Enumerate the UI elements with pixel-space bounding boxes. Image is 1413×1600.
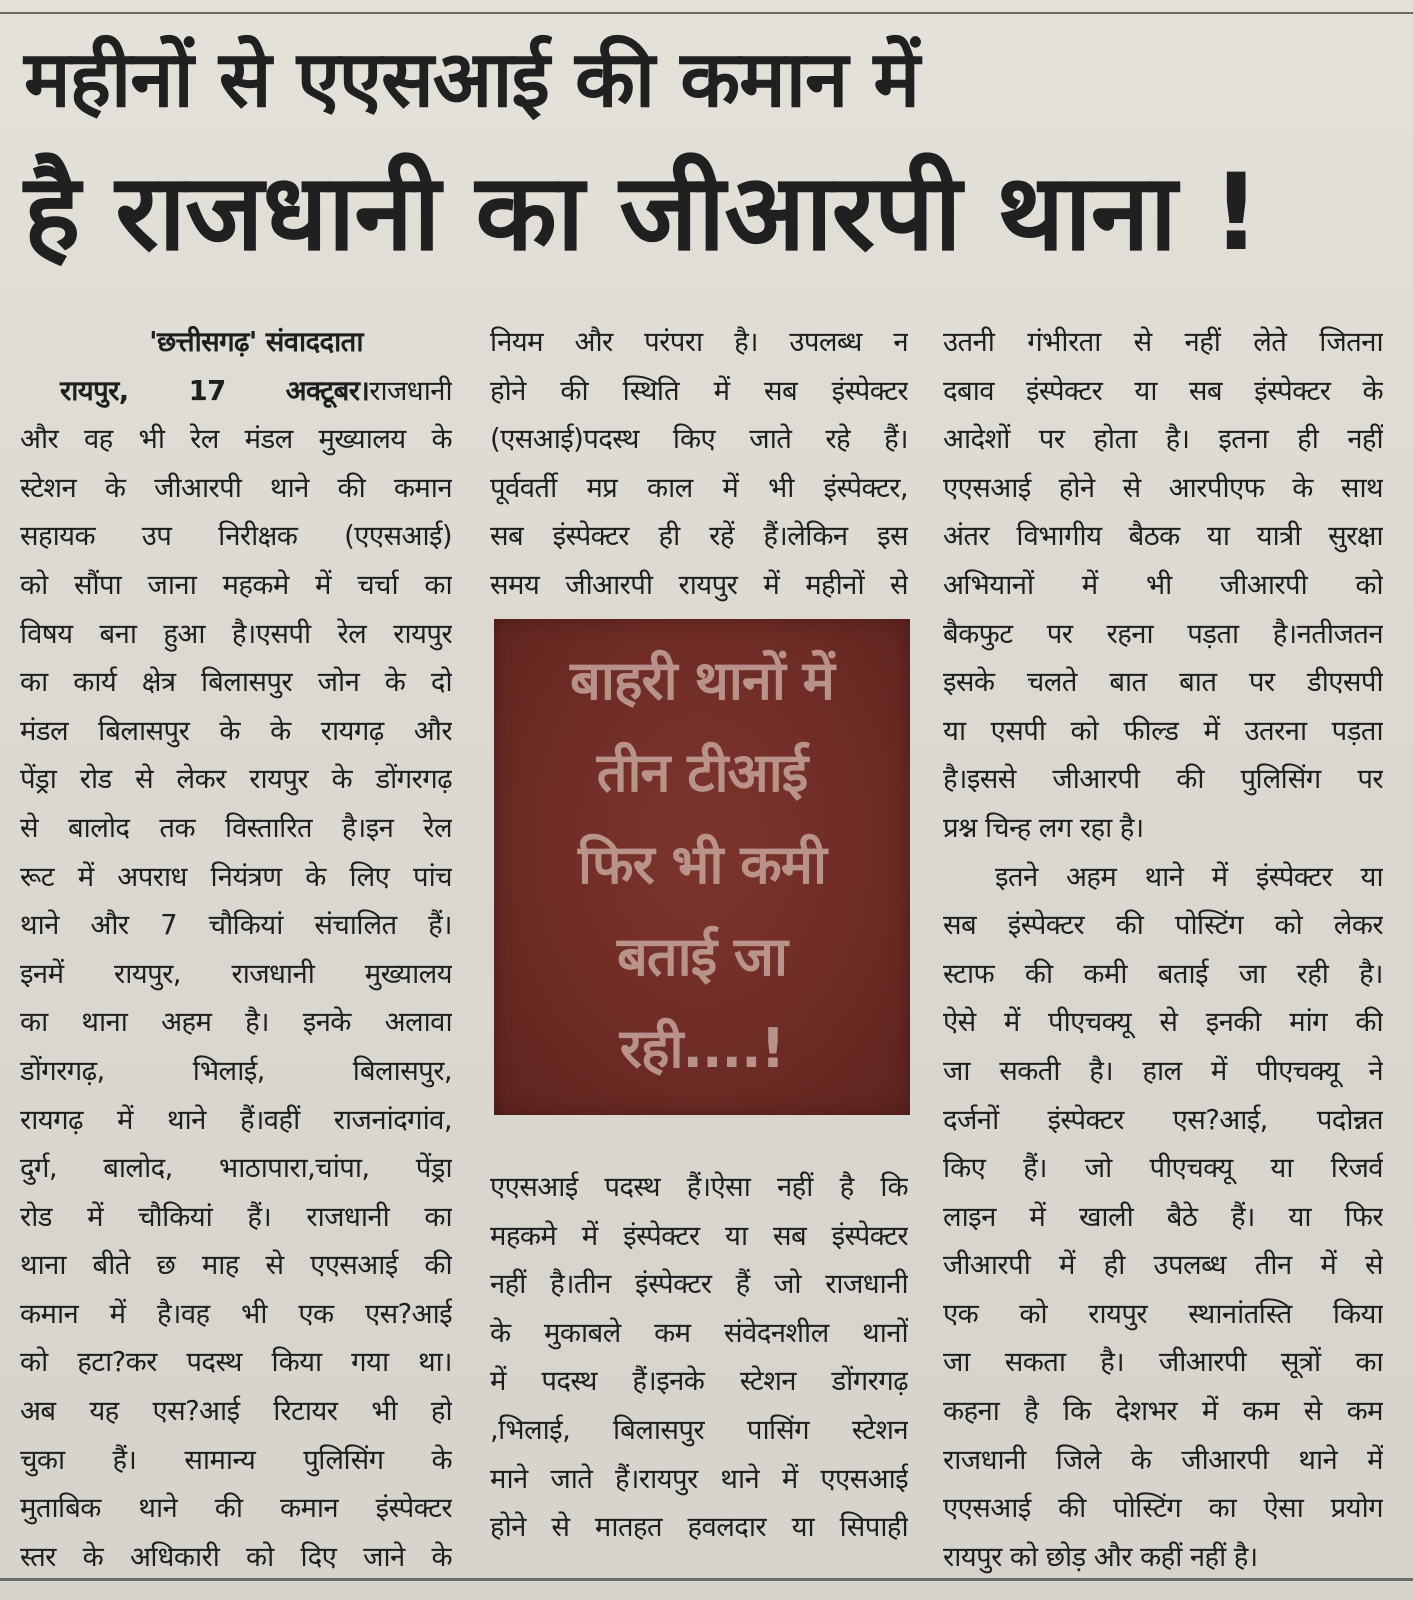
paragraph-line: माने जाते हैं।रायपुर थाने में एएसआई xyxy=(490,1462,908,1495)
paragraph-line: है।इससे जीआरपी की पुलिसिंग पर xyxy=(943,763,1383,796)
paragraph-line: राजधानी xyxy=(369,374,452,407)
pullquote-line: बताई जा xyxy=(617,925,787,988)
paragraph-line: दुर्ग, बालोद, भाठापारा,चांपा, पेंड्रा xyxy=(20,1152,452,1185)
paragraph-line: बैकफुट पर रहना पड़ता है।नतीजतन xyxy=(943,617,1383,650)
paragraph-line: महकमे में इंस्पेक्टर या सब इंस्पेक्टर xyxy=(490,1219,908,1252)
paragraph-line: विषय बना हुआ है।एसपी रेल रायपुर xyxy=(20,617,452,650)
paragraph-line: एएसआई पदस्थ हैं।ऐसा नहीं है कि xyxy=(490,1171,908,1203)
paragraph-line: इसके चलते बात बात पर डीएसपी xyxy=(943,666,1383,699)
paragraph-line: स्टेशन के जीआरपी थाने की कमान xyxy=(20,471,452,504)
dateline: रायपुर, 17 अक्टूबर। xyxy=(60,374,370,407)
pullquote-line: बाहरी थानों में xyxy=(570,649,834,712)
paragraph-line: पूर्ववर्ती मप्र काल में भी इंस्पेक्टर, xyxy=(490,471,908,504)
paragraph-line: एक को रायपुर स्थानांतस्ति किया xyxy=(943,1297,1383,1330)
paragraph-line: नहीं है।तीन इंस्पेक्टर हैं जो राजधानी xyxy=(490,1268,908,1301)
paragraph-line: से बालोद तक विस्तारित है।इन रेल xyxy=(20,811,452,844)
paragraph-line: में पदस्थ हैं।इनके स्टेशन डोंगरगढ़ xyxy=(490,1365,908,1398)
paragraph-line: रोड में चौकियां हैं। राजधानी का xyxy=(20,1200,452,1233)
article-column-3 xyxy=(943,318,1383,1581)
paragraph-line: रायगढ़ में थाने हैं।वहीं राजनांदगांव, xyxy=(20,1103,452,1136)
paragraph-line: मंडल बिलासपुर के के रायगढ़ और xyxy=(20,714,452,747)
article-column-2-top xyxy=(490,318,908,610)
paragraph-line: डोंगरगढ़, भिलाई, बिलासपुर, xyxy=(20,1054,452,1087)
paragraph-line: स्टाफ की कमी बताई जा रही है। xyxy=(943,957,1383,990)
paragraph-line: समय जीआरपी रायपुर में महीनों से xyxy=(490,568,908,601)
dateline-line xyxy=(20,367,452,416)
paragraph-line: रूट में अपराध नियंत्रण के लिए पांच xyxy=(20,860,452,893)
article-column-1 xyxy=(20,318,452,1581)
paragraph-line: दबाव इंस्पेक्टर या सब इंस्पेक्टर के xyxy=(943,374,1383,407)
paragraph-line: स्तर के अधिकारी को दिए जाने के xyxy=(20,1540,452,1573)
paragraph-line: (एसआई)पदस्थ किए जाते रहे हैं। xyxy=(490,423,908,456)
article-column-2-bottom xyxy=(490,1163,908,1552)
paragraph-line: थाने और 7 चौकियां संचालित हैं। xyxy=(20,909,452,942)
paragraph-line: किए हैं। जो पीएचक्यू या रिजर्व xyxy=(943,1152,1383,1185)
headline-line-2: है राजधानी का जीआरपी थाना ! xyxy=(24,151,1260,274)
paragraph-line: सब इंस्पेक्टर की पोस्टिंग को लेकर xyxy=(943,909,1383,942)
pullquote-box xyxy=(494,619,910,1115)
paragraph-line: थाना बीते छ माह से एएसआई की xyxy=(20,1249,452,1282)
paragraph-line: ऐसे में पीएचक्यू से इनकी मांग की xyxy=(943,1006,1383,1039)
paragraph-line: के मुकाबले कम संवेदनशील थानों xyxy=(490,1316,908,1349)
paragraph-line: आदेशों पर होता है। इतना ही नहीं xyxy=(943,423,1383,456)
paragraph-line: लाइन में खाली बैठे हैं। या फिर xyxy=(943,1200,1383,1233)
paragraph-line: मुताबिक थाने की कमान इंस्पेक्टर xyxy=(20,1492,452,1525)
paragraph-line: जा सकती है। हाल में पीएचक्यू ने xyxy=(943,1054,1383,1087)
paragraph-line: रायपुर को छोड़ और कहीं नहीं है। xyxy=(943,1540,1258,1573)
paragraph-line: का थाना अहम है। इनके अलावा xyxy=(20,1006,452,1039)
paragraph-line: ,भिलाई, बिलासपुर पासिंग स्टेशन xyxy=(490,1413,908,1446)
paragraph-line: एएसआई की पोस्टिंग का ऐसा प्रयोग xyxy=(943,1492,1383,1525)
paragraph-line: इतने अहम थाने में इंस्पेक्टर या xyxy=(995,860,1383,893)
paragraph-line: सहायक उप निरीक्षक (एएसआई) xyxy=(20,520,452,553)
paragraph-line: उतनी गंभीरता से नहीं लेते जितना xyxy=(943,326,1383,358)
paragraph-line: होने की स्थिति में सब इंस्पेक्टर xyxy=(490,374,908,407)
paragraph-line: और वह भी रेल मंडल मुख्यालय के xyxy=(20,423,452,456)
paragraph-line: अंतर विभागीय बैठक या यात्री सुरक्षा xyxy=(943,520,1383,553)
paragraph-line: जा सकता है। जीआरपी सूत्रों का xyxy=(943,1346,1383,1379)
pullquote-line: तीन टीआई xyxy=(596,741,808,804)
top-rule xyxy=(0,12,1413,14)
byline: 'छत्तीसगढ़' संवाददाता xyxy=(149,326,363,358)
paragraph-line: प्रश्न चिन्ह लग रहा है। xyxy=(943,811,1144,844)
paragraph-line: कमान में है।वह भी एक एस?आई xyxy=(20,1297,452,1330)
headline-line-1: महीनों से एएसआई की कमान में xyxy=(24,35,920,125)
paragraph-line: कहना है कि देशभर में कम से कम xyxy=(943,1395,1383,1428)
pullquote-line: फिर भी कमी xyxy=(577,833,826,896)
paragraph-line: अभियानों में भी जीआरपी को xyxy=(943,568,1383,601)
paragraph-line: या एसपी को फील्ड में उतरना पड़ता xyxy=(943,714,1383,747)
paragraph-line: नियम और परंपरा है। उपलब्ध न xyxy=(490,326,908,358)
paragraph-line: पेंड्रा रोड से लेकर रायपुर के डोंगरगढ़ xyxy=(20,763,452,796)
paragraph-line: होने से मातहत हवलदार या सिपाही xyxy=(490,1511,908,1544)
paragraph-line: सब इंस्पेक्टर ही रहें हैं।लेकिन इस xyxy=(490,520,908,553)
paragraph-line: अब यह एस?आई रिटायर भी हो xyxy=(20,1395,452,1428)
paragraph-line: चुका हैं। सामान्य पुलिसिंग के xyxy=(20,1443,452,1476)
paragraph-line: इनमें रायपुर, राजधानी मुख्यालय xyxy=(20,957,452,990)
paragraph-line: दर्जनों इंस्पेक्टर एस?आई, पदोन्नत xyxy=(943,1103,1383,1136)
bottom-rule xyxy=(0,1578,1413,1581)
paragraph-line: का कार्य क्षेत्र बिलासपुर जोन के दो xyxy=(20,666,452,699)
paragraph-line: राजधानी जिले के जीआरपी थाने में xyxy=(943,1443,1383,1476)
paragraph-line: को सौंपा जाना महकमे में चर्चा का xyxy=(20,568,452,601)
paragraph-line: को हटा?कर पदस्थ किया गया था। xyxy=(20,1346,452,1379)
paragraph-line: जीआरपी में ही उपलब्ध तीन में से xyxy=(943,1249,1383,1282)
paragraph-line: एएसआई होने से आरपीएफ के साथ xyxy=(943,471,1383,504)
pullquote-line: रही....! xyxy=(619,1017,785,1080)
